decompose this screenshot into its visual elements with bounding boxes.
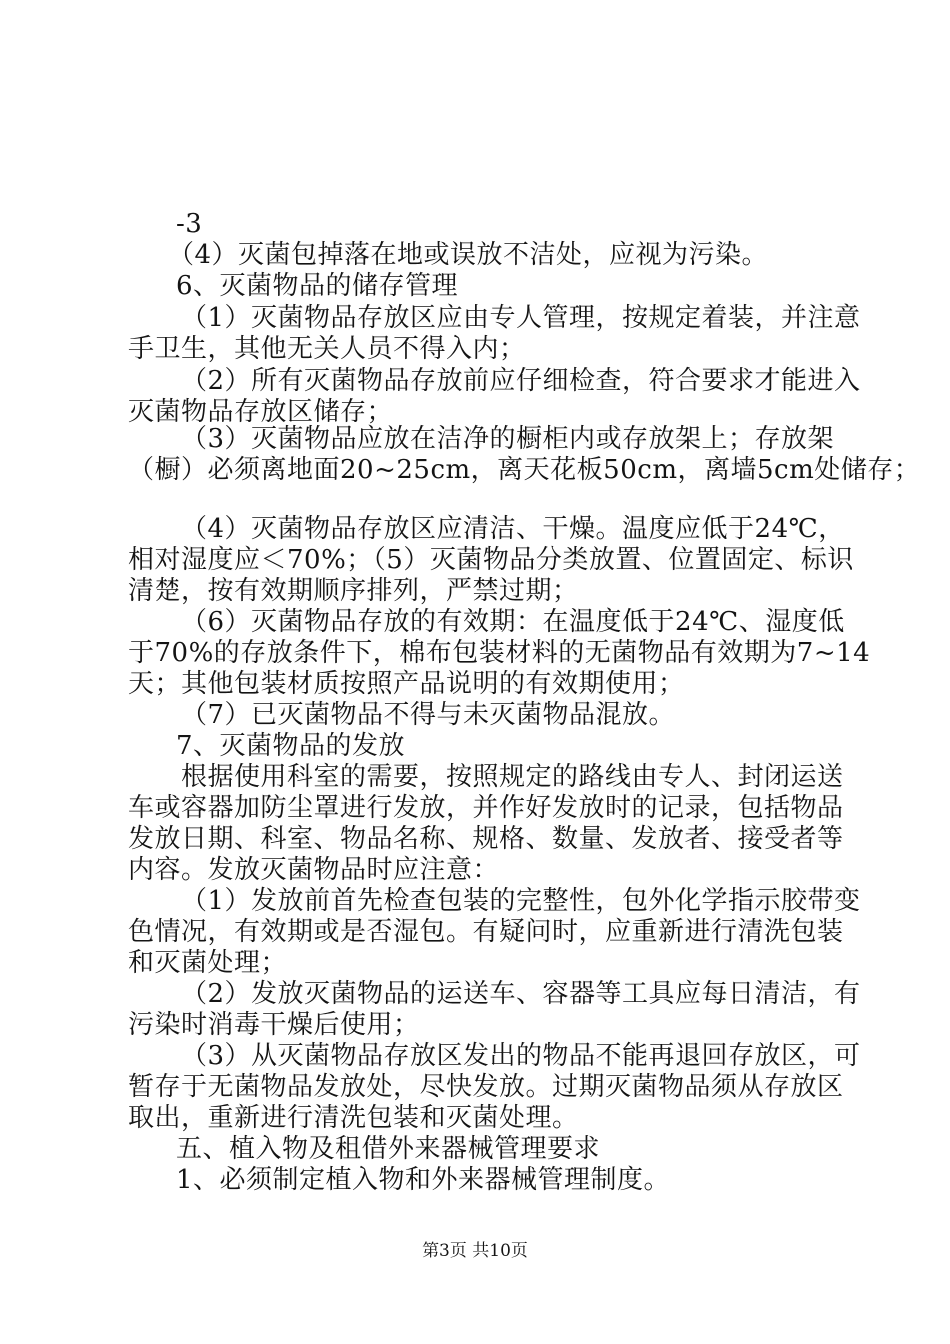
text-line-9: （橱）必须离地面20~25cm，离天花板50cm，离墙5cm处储存； bbox=[128, 455, 921, 485]
text-line-25: （2）发放灭菌物品的运送车、容器等工具应每日清洁，有 bbox=[181, 979, 861, 1009]
text-line-1: -3 bbox=[176, 209, 203, 239]
text-line-21: 内容。发放灭菌物品时应注意： bbox=[128, 855, 500, 885]
text-line-28: 暂存于无菌物品发放处，尽快发放。过期灭菌物品须从存放区 bbox=[128, 1072, 844, 1102]
text-line-29: 取出，重新进行清洗包装和灭菌处理。 bbox=[128, 1103, 579, 1133]
text-line-27: （3）从灭菌物品存放区发出的物品不能再退回存放区，可 bbox=[181, 1041, 861, 1071]
text-line-23: 色情况，有效期或是否湿包。有疑问时，应重新进行清洗包装 bbox=[128, 917, 844, 947]
text-line-12: 清楚，按有效期顺序排列，严禁过期； bbox=[128, 576, 579, 606]
text-line-4: （1）灭菌物品存放区应由专人管理，按规定着装，并注意 bbox=[181, 303, 861, 333]
text-line-14: 于70%的存放条件下，棉布包装材料的无菌物品有效期为7~14 bbox=[128, 638, 871, 668]
text-line-22: （1）发放前首先检查包装的完整性，包外化学指示胶带变 bbox=[181, 886, 861, 916]
text-line-16: （7）已灭菌物品不得与未灭菌物品混放。 bbox=[181, 700, 676, 730]
text-line-24: 和灭菌处理； bbox=[128, 948, 288, 978]
text-line-15: 天；其他包装材质按照产品说明的有效期使用； bbox=[128, 669, 685, 699]
text-line-13: （6）灭菌物品存放的有效期：在温度低于24℃、湿度低 bbox=[181, 607, 845, 637]
text-line-7: 灭菌物品存放区储存； bbox=[128, 397, 394, 427]
text-line-5: 手卫生，其他无关人员不得入内； bbox=[128, 334, 526, 364]
text-line-10: （4）灭菌物品存放区应清洁、干燥。温度应低于24℃， bbox=[181, 514, 845, 544]
section-heading-7: 7、灭菌物品的发放 bbox=[176, 731, 406, 761]
section-heading-6: 6、灭菌物品的储存管理 bbox=[176, 271, 459, 301]
text-line-6: （2）所有灭菌物品存放前应仔细检查，符合要求才能进入 bbox=[181, 366, 861, 396]
text-line-8: （3）灭菌物品应放在洁净的橱柜内或存放架上；存放架 bbox=[181, 424, 835, 454]
text-line-2: （4）灭菌包掉落在地或误放不洁处，应视为污染。 bbox=[168, 240, 769, 270]
text-line-20: 发放日期、科室、物品名称、规格、数量、发放者、接受者等 bbox=[128, 824, 844, 854]
section-heading-5: 五、植入物及租借外来器械管理要求 bbox=[176, 1134, 601, 1164]
text-line-31: 1、必须制定植入物和外来器械管理制度。 bbox=[176, 1165, 671, 1195]
text-line-26: 污染时消毒干燥后使用； bbox=[128, 1010, 420, 1040]
text-line-11: 相对湿度应＜70%；（5）灭菌物品分类放置、位置固定、标识 bbox=[128, 545, 854, 575]
text-line-18: 根据使用科室的需要，按照规定的路线由专人、封闭运送 bbox=[181, 762, 844, 792]
page-footer: 第3页 共10页 bbox=[422, 1241, 528, 1261]
text-line-19: 车或容器加防尘罩进行发放，并作好发放时的记录，包括物品 bbox=[128, 793, 844, 823]
